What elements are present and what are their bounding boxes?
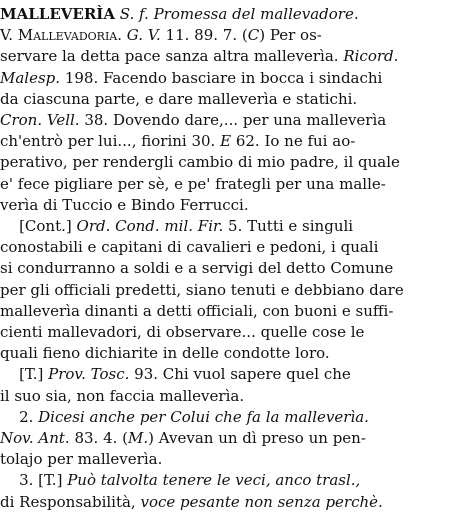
entry-text: da ciascuna parte, e dare malleverìa e statichi. — [0, 89, 358, 108]
entry-text: ch'entrò per lui..., fiorini 30. — [0, 132, 221, 151]
entry-text: 198. Facendo basciare in bocca i sindachi — [60, 68, 383, 87]
entry-text: Dicesi anche per Colui che fa la malleverìa. — [38, 407, 369, 426]
entry-text: 62. Io ne fui ao- — [231, 132, 356, 151]
entry-text: Cron. Vell. — [0, 111, 80, 129]
entry-text: E — [220, 132, 232, 151]
entry-text: ) Per os- — [259, 26, 322, 45]
entry-text: per gli officiali predetti, siano tenuti e debbiano dare — [0, 280, 404, 299]
entry-text: di Responsabilità, — [0, 492, 141, 511]
entry-text: V. — [0, 26, 18, 45]
entry-text: Ricord. — [343, 47, 399, 66]
entry-text: il suo sia, non faccia malleverìa. — [0, 386, 245, 405]
entry-text: Prov. Tosc. — [48, 365, 130, 384]
entry-text: 38. Dovendo dare,... per una malleverìa — [79, 111, 387, 129]
entry-text: tolajo per malleverìa. — [0, 450, 163, 469]
entry-text: Mallevadoria — [17, 26, 118, 45]
entry-text: malleverìa dinanti a detti officiali, con buoni e suffi- — [0, 301, 394, 320]
entry-text: S. f. Promessa del mallevadore. — [114, 5, 359, 23]
entry-text: 5. Tutti e singuli — [223, 217, 354, 235]
entry-text: . — [117, 26, 127, 45]
entry-text: voce pesante non senza perchè. — [140, 492, 383, 511]
entry-text: 2. — [0, 407, 39, 426]
entry-text: perativo, per rendergli cambio di mio padre, il quale — [0, 153, 400, 172]
entry-text: Malesp. — [0, 68, 61, 87]
entry-line — [0, 490, 383, 514]
entry-text: C — [247, 26, 260, 45]
entry-text: conostabili e capitani di cavalieri e pedoni, i quali — [0, 238, 379, 257]
entry-text: M. — [128, 429, 149, 447]
entry-text: G. V. — [126, 26, 161, 45]
entry-text: [T.] — [0, 365, 49, 384]
entry-text: Ord. Cond. mil. Fir. — [76, 217, 224, 235]
entry-text: 11. 89. 7. ( — [160, 26, 248, 45]
entry-text: e' fece pigliare per sè, e pe' frategli per una malle- — [0, 174, 386, 193]
entry-text: [Cont.] — [0, 217, 77, 235]
entry-text: servare la detta pace sanza altra malleverìa. — [0, 47, 344, 66]
entry-text: quali fieno dichiarite in delle condotte loro. — [0, 344, 330, 363]
entry-text: MALLEVERÌA — [0, 5, 115, 23]
entry-text: 3. [T.] — [0, 471, 68, 490]
entry-text: cienti mallevadori, di observare... quelle cose le — [0, 323, 365, 341]
entry-text: Nov. Ant. — [0, 429, 70, 447]
entry-text: ) Avevan un dì preso un pen- — [148, 429, 366, 447]
entry-text: Può talvolta tenere le veci, anco trasl., — [67, 471, 361, 490]
entry-text: 83. 4. ( — [69, 429, 129, 447]
entry-text: 93. Chi vuol sapere quel che — [129, 365, 351, 384]
entry-text: si condurranno a soldi e a servigi del detto Comune — [0, 259, 394, 278]
entry-text: verìa di Tuccio e Bindo Ferrucci. — [0, 195, 249, 214]
